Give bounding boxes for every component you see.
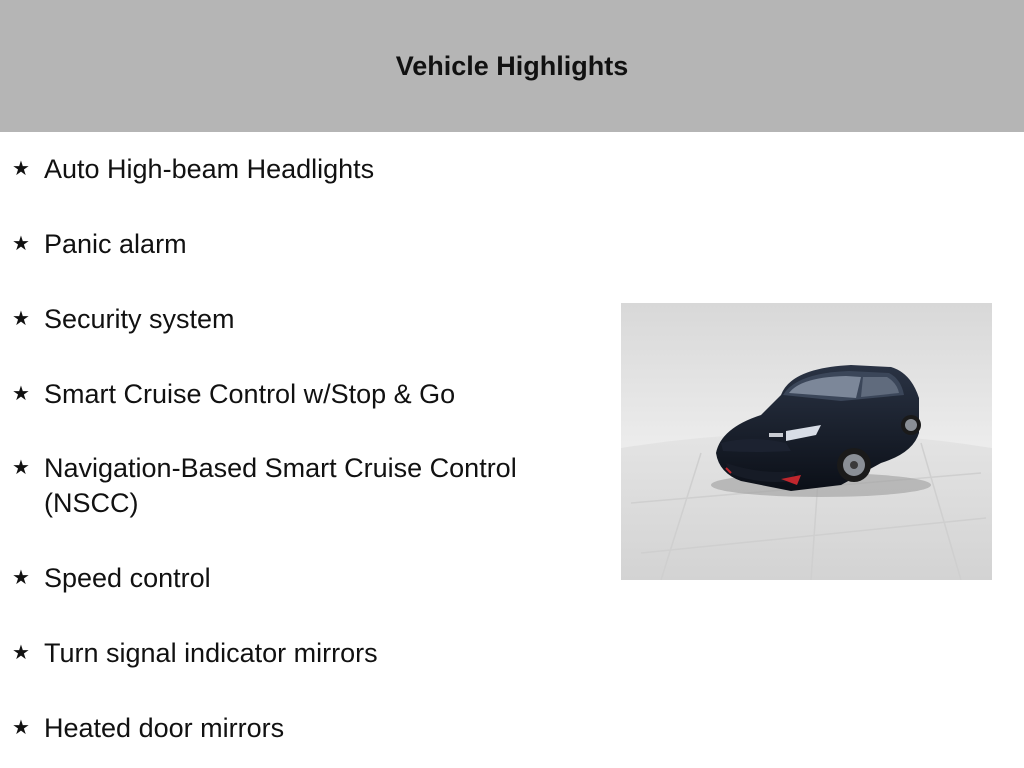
list-item: [12, 152, 552, 187]
star-icon: ★: [12, 158, 30, 180]
list-item: [12, 302, 552, 337]
highlight-label: Turn signal indicator mirrors: [44, 638, 378, 668]
car-photo: [621, 303, 992, 580]
list-item: [12, 636, 552, 671]
header-bar: [0, 0, 1024, 132]
star-icon: ★: [12, 457, 30, 479]
page-title: Vehicle Highlights: [395, 50, 629, 81]
highlight-label: Heated door mirrors: [44, 713, 285, 743]
list-item: [12, 711, 552, 746]
highlight-label: Security system: [44, 304, 235, 334]
highlight-label: Navigation-Based Smart Cruise Control (NSCC): [44, 453, 517, 518]
star-icon: ★: [12, 642, 30, 664]
highlight-label: Panic alarm: [44, 229, 187, 259]
list-item: [12, 561, 552, 596]
list-item: [12, 377, 552, 412]
star-icon: ★: [12, 308, 30, 330]
list-item: [12, 451, 552, 521]
star-icon: ★: [12, 567, 30, 589]
star-icon: ★: [12, 233, 30, 255]
star-icon: ★: [12, 383, 30, 405]
list-item: [12, 227, 552, 262]
highlight-label: Auto High-beam Headlights: [44, 154, 375, 184]
highlight-label: Smart Cruise Control w/Stop & Go: [44, 379, 456, 409]
star-icon: ★: [12, 717, 30, 739]
highlight-label: Speed control: [44, 563, 211, 593]
